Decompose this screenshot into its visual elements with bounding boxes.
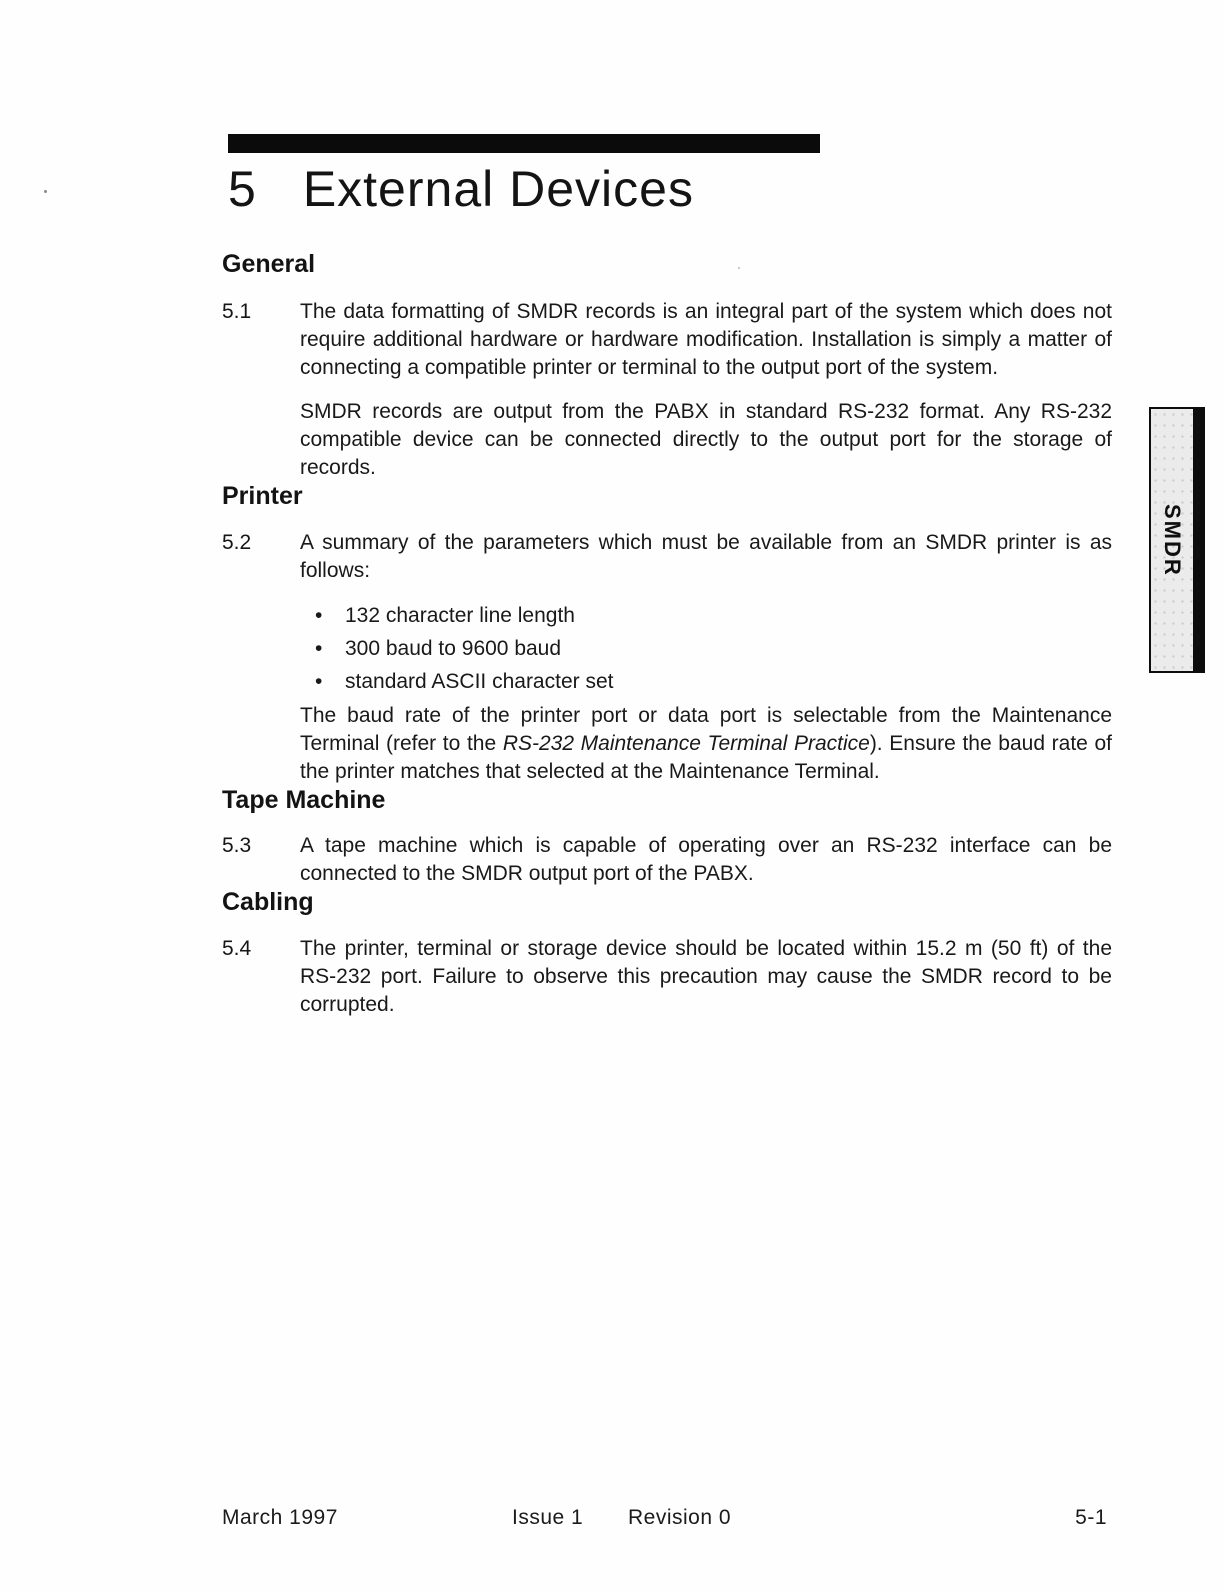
footer-page-number: 5-1 [1075, 1506, 1107, 1529]
paragraph-number [222, 702, 300, 786]
paragraph-number [222, 398, 300, 482]
chapter-title-block [228, 134, 820, 218]
paragraph-number: 5.4 [222, 937, 252, 960]
bullet-icon: • [315, 670, 323, 693]
paragraph-text-italic: RS-232 Maintenance Terminal Practice [502, 732, 870, 755]
chapter-name: External Devices [302, 161, 694, 217]
printer-bullet-list [222, 599, 1112, 698]
paragraph-number: 5.1 [222, 300, 252, 323]
section-heading-printer: Printer [222, 482, 303, 510]
bullet-item [300, 599, 1112, 632]
chapter-rule-bar [228, 134, 820, 153]
paragraph-text: A tape machine which is capable of operating over an RS-232 interface can be connected to the SMDR output port of the PABX. [300, 834, 1112, 885]
paragraph-5-3 [222, 832, 1112, 888]
section-heading-tape-machine: Tape Machine [222, 786, 386, 814]
paragraph-text: The data formatting of SMDR records is an integral part of the system which does not require additional hardware or hardware modification. Installation is simply a matter of connecting a compatible printer or terminal to the output port of the system. [300, 300, 1112, 379]
paragraph-baud-rate [222, 702, 1112, 786]
bullet-item-text: 300 baud to 9600 baud [345, 637, 562, 660]
bullet-icon: • [315, 604, 323, 627]
paragraph-text-segment: The baud rate of the printer port or data port is selectable from the Maintenance Terminal (refer to the [300, 704, 1112, 755]
bullet-item-text: 132 character line length [345, 604, 575, 627]
chapter-title [228, 160, 820, 218]
bullet-item-text: standard ASCII character set [345, 670, 614, 693]
bullet-item [300, 632, 1112, 665]
scan-speck [44, 190, 47, 193]
paragraph-general-2 [222, 398, 1112, 482]
paragraph-5-2 [222, 529, 1112, 585]
smdr-side-tab [1149, 407, 1205, 673]
smdr-side-tab-label: SMDR [1160, 503, 1185, 577]
section-heading-general: General [222, 250, 316, 278]
paragraph-number [222, 599, 300, 698]
chapter-number: 5 [228, 161, 257, 217]
footer-issue: Issue 1 [512, 1506, 584, 1529]
paragraph-number: 5.2 [222, 531, 252, 554]
footer-revision: Revision 0 [628, 1506, 732, 1529]
page-content [222, 250, 1112, 1019]
footer-date: March 1997 [222, 1506, 338, 1529]
paragraph-text [300, 702, 1112, 786]
paragraph-text: The printer, terminal or storage device should be located within 15.2 m (50 ft) of the RS-232 port. Failure to observe this precaution may cause the SMDR record to be corrupted. [300, 937, 1112, 1016]
bullet-icon: • [315, 637, 323, 660]
section-heading-cabling: Cabling [222, 888, 314, 916]
bullet-item [300, 665, 1112, 698]
paragraph-5-1 [222, 298, 1112, 382]
paragraph-text: A summary of the parameters which must be available from an SMDR printer is as follows: [300, 531, 1112, 582]
paragraph-text-segment: ). Ensure the baud rate of the printer matches that selected at the Maintenance Terminal. [300, 732, 1112, 783]
paragraph-text: SMDR records are output from the PABX in standard RS-232 format. Any RS-232 compatible device can be connected directly to the output port for the storage of records. [300, 400, 1112, 479]
bullet-list-body [300, 599, 1112, 698]
paragraph-number: 5.3 [222, 834, 252, 857]
paragraph-5-4 [222, 935, 1112, 1019]
